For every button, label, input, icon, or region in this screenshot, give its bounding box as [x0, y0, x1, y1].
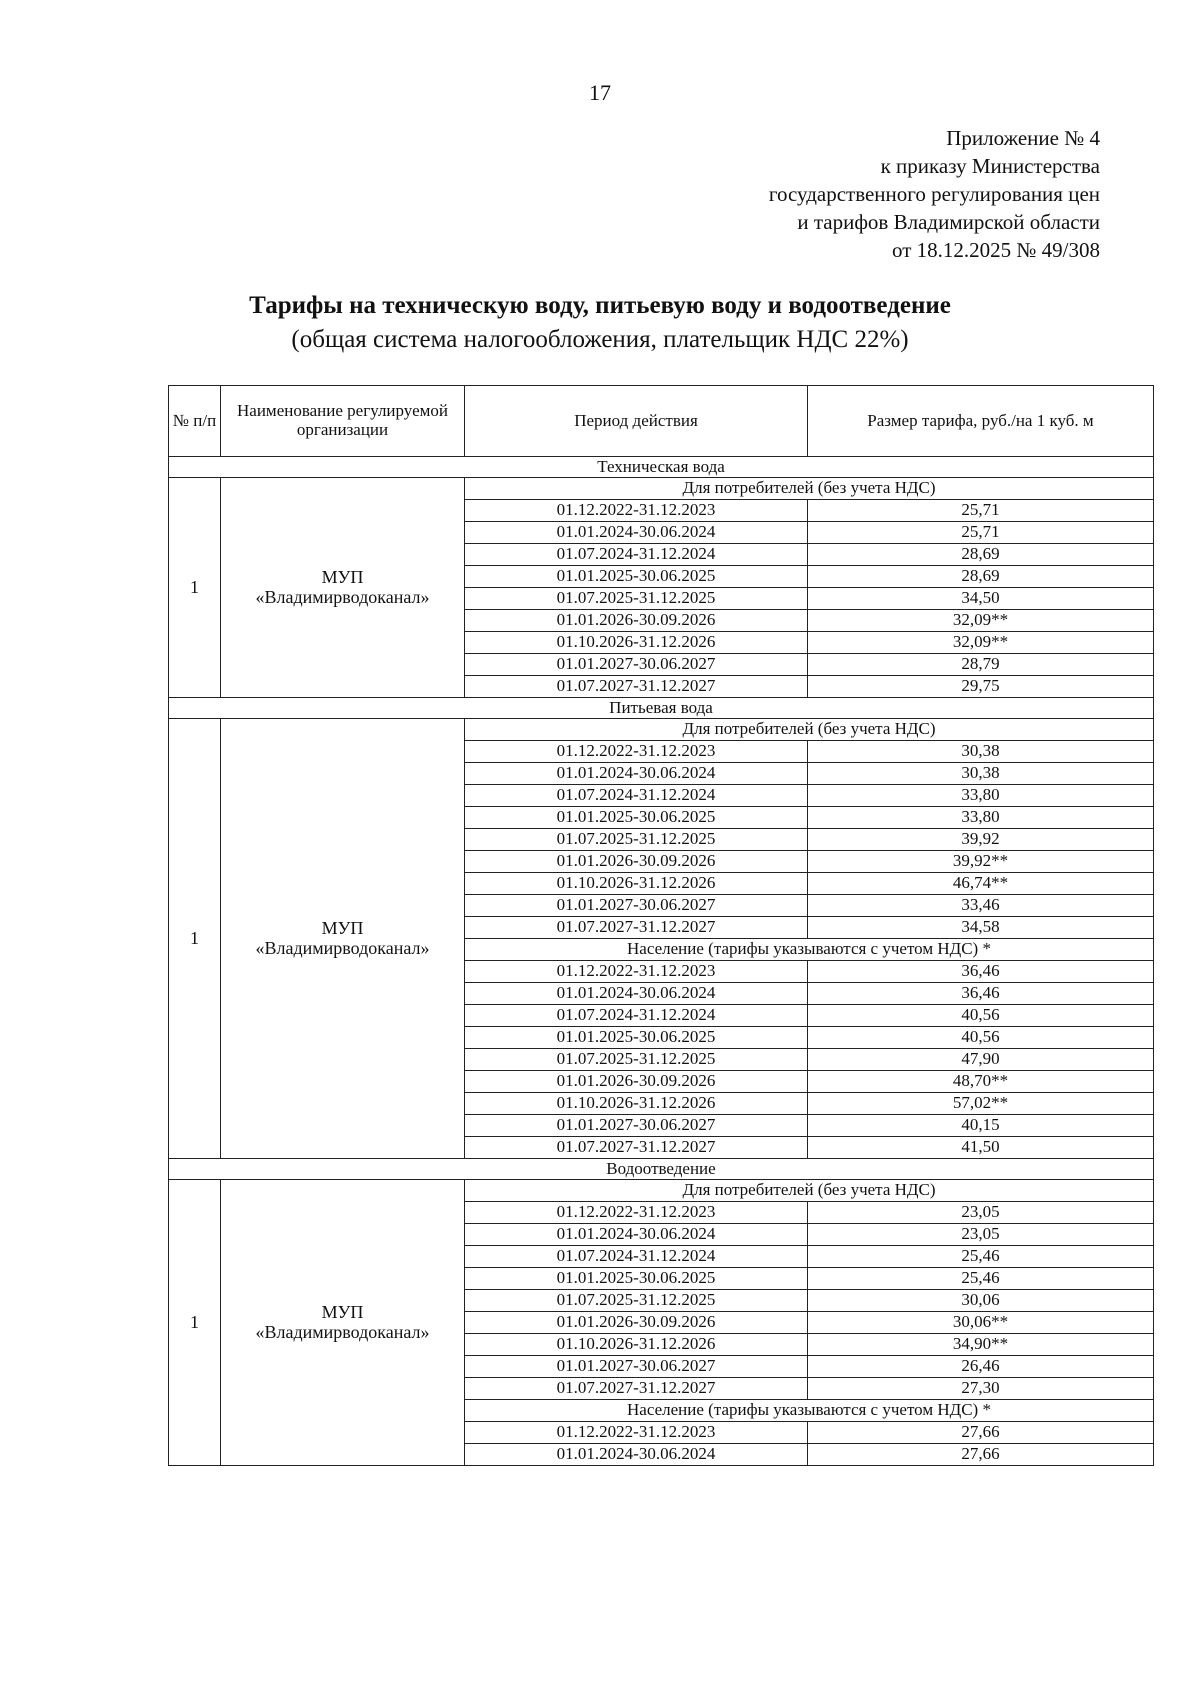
period-cell: 01.01.2027-30.06.2027 — [465, 1115, 808, 1137]
row-number: 1 — [169, 1180, 221, 1466]
organization-cell — [221, 1180, 465, 1466]
section-row — [169, 457, 1154, 478]
tariff-value-cell: 47,90 — [808, 1049, 1154, 1071]
period-cell: 01.07.2025-31.12.2025 — [465, 588, 808, 610]
period-cell: 01.10.2026-31.12.2026 — [465, 1093, 808, 1115]
section-title: Питьевая вода — [169, 698, 1154, 719]
period-cell: 01.07.2027-31.12.2027 — [465, 1137, 808, 1159]
section-title: Техническая вода — [169, 457, 1154, 478]
tariff-value-cell: 30,06 — [808, 1290, 1154, 1312]
period-cell: 01.01.2024-30.06.2024 — [465, 763, 808, 785]
period-cell: 01.01.2027-30.06.2027 — [465, 654, 808, 676]
appendix-line: государственного регулирования цен — [768, 182, 1100, 206]
period-cell: 01.01.2025-30.06.2025 — [465, 1027, 808, 1049]
tariff-value-cell: 33,80 — [808, 785, 1154, 807]
tariff-value-cell: 29,75 — [808, 676, 1154, 698]
tariff-value-cell: 25,71 — [808, 522, 1154, 544]
period-cell: 01.01.2025-30.06.2025 — [465, 807, 808, 829]
table-header-row — [169, 386, 1154, 457]
tariff-value-cell: 32,09** — [808, 610, 1154, 632]
period-cell: 01.01.2024-30.06.2024 — [465, 983, 808, 1005]
tariff-value-cell: 34,50 — [808, 588, 1154, 610]
tariff-value-cell: 30,06** — [808, 1312, 1154, 1334]
period-cell: 01.01.2026-30.09.2026 — [465, 610, 808, 632]
tariff-value-cell: 25,46 — [808, 1268, 1154, 1290]
header-period: Период действия — [465, 386, 808, 457]
period-cell: 01.07.2025-31.12.2025 — [465, 829, 808, 851]
page-number: 17 — [589, 80, 611, 105]
consumer-group-label: Население (тарифы указываются с учетом НДС) * — [465, 1400, 1154, 1422]
period-cell: 01.07.2025-31.12.2025 — [465, 1290, 808, 1312]
tariff-value-cell: 26,46 — [808, 1356, 1154, 1378]
tariff-value-cell: 36,46 — [808, 983, 1154, 1005]
period-cell: 01.10.2026-31.12.2026 — [465, 632, 808, 654]
tariff-value-cell: 33,80 — [808, 807, 1154, 829]
tariff-value-cell: 23,05 — [808, 1224, 1154, 1246]
period-cell: 01.07.2024-31.12.2024 — [465, 785, 808, 807]
header-organization: Наименование регулируемой организации — [221, 386, 465, 457]
organization-name-line: «Владимирводоканал» — [255, 937, 430, 958]
organization-name-line: «Владимирводоканал» — [255, 586, 430, 607]
tariff-value-cell: 41,50 — [808, 1137, 1154, 1159]
period-cell: 01.12.2022-31.12.2023 — [465, 741, 808, 763]
group-row — [169, 1180, 1154, 1202]
tariff-value-cell: 32,09** — [808, 632, 1154, 654]
period-cell: 01.01.2024-30.06.2024 — [465, 1224, 808, 1246]
row-number: 1 — [169, 478, 221, 698]
tariff-value-cell: 40,56 — [808, 1005, 1154, 1027]
organization-name-line: МУП — [321, 917, 364, 938]
period-cell: 01.01.2026-30.09.2026 — [465, 851, 808, 873]
period-cell: 01.07.2025-31.12.2025 — [465, 1049, 808, 1071]
tariff-value-cell: 28,69 — [808, 544, 1154, 566]
period-cell: 01.01.2025-30.06.2025 — [465, 566, 808, 588]
period-cell: 01.01.2026-30.09.2026 — [465, 1071, 808, 1093]
period-cell: 01.12.2022-31.12.2023 — [465, 1422, 808, 1444]
header-tariff: Размер тарифа, руб./на 1 куб. м — [808, 386, 1154, 457]
period-cell: 01.07.2027-31.12.2027 — [465, 917, 808, 939]
tariff-value-cell: 40,56 — [808, 1027, 1154, 1049]
tariff-value-cell: 34,90** — [808, 1334, 1154, 1356]
period-cell: 01.07.2027-31.12.2027 — [465, 676, 808, 698]
appendix-reference — [540, 124, 1100, 264]
organization-name-line: «Владимирводоканал» — [255, 1321, 430, 1342]
tariff-value-cell: 48,70** — [808, 1071, 1154, 1093]
period-cell: 01.01.2027-30.06.2027 — [465, 1356, 808, 1378]
section-title: Водоотведение — [169, 1159, 1154, 1180]
tariff-table — [168, 385, 1154, 1466]
group-row — [169, 719, 1154, 741]
appendix-line: к приказу Министерства — [880, 154, 1100, 178]
tariff-value-cell: 27,66 — [808, 1444, 1154, 1466]
period-cell: 01.07.2024-31.12.2024 — [465, 1005, 808, 1027]
period-cell: 01.10.2026-31.12.2026 — [465, 1334, 808, 1356]
tariff-value-cell: 23,05 — [808, 1202, 1154, 1224]
period-cell: 01.07.2027-31.12.2027 — [465, 1378, 808, 1400]
tariff-value-cell: 34,58 — [808, 917, 1154, 939]
organization-name-line: МУП — [321, 566, 364, 587]
header-num: № п/п — [169, 386, 221, 457]
tariff-value-cell: 57,02** — [808, 1093, 1154, 1115]
tariff-value-cell: 33,46 — [808, 895, 1154, 917]
organization-cell — [221, 478, 465, 698]
group-row — [169, 478, 1154, 500]
tariff-value-cell: 46,74** — [808, 873, 1154, 895]
organization-cell — [221, 719, 465, 1159]
period-cell: 01.01.2025-30.06.2025 — [465, 1268, 808, 1290]
tariff-value-cell: 28,69 — [808, 566, 1154, 588]
organization-name-line: МУП — [321, 1301, 364, 1322]
tariff-value-cell: 39,92 — [808, 829, 1154, 851]
period-cell: 01.01.2026-30.09.2026 — [465, 1312, 808, 1334]
document-subtitle: (общая система налогообложения, плательщик НДС 22%) — [291, 326, 909, 353]
consumer-group-label: Для потребителей (без учета НДС) — [465, 1180, 1154, 1202]
appendix-line: и тарифов Владимирской области — [797, 210, 1100, 234]
consumer-group-label: Для потребителей (без учета НДС) — [465, 478, 1154, 500]
period-cell: 01.07.2024-31.12.2024 — [465, 1246, 808, 1268]
tariff-value-cell: 30,38 — [808, 741, 1154, 763]
row-number: 1 — [169, 719, 221, 1159]
tariff-value-cell: 27,30 — [808, 1378, 1154, 1400]
consumer-group-label: Население (тарифы указываются с учетом НДС) * — [465, 939, 1154, 961]
tariff-value-cell: 25,71 — [808, 500, 1154, 522]
tariff-value-cell: 40,15 — [808, 1115, 1154, 1137]
period-cell: 01.07.2024-31.12.2024 — [465, 544, 808, 566]
period-cell: 01.01.2027-30.06.2027 — [465, 895, 808, 917]
period-cell: 01.10.2026-31.12.2026 — [465, 873, 808, 895]
section-row — [169, 698, 1154, 719]
tariff-value-cell: 39,92** — [808, 851, 1154, 873]
tariff-value-cell: 25,46 — [808, 1246, 1154, 1268]
period-cell: 01.12.2022-31.12.2023 — [465, 961, 808, 983]
document-title: Тарифы на техническую воду, питьевую воду и водоотведение — [249, 292, 951, 319]
consumer-group-label: Для потребителей (без учета НДС) — [465, 719, 1154, 741]
period-cell: 01.12.2022-31.12.2023 — [465, 1202, 808, 1224]
tariff-value-cell: 28,79 — [808, 654, 1154, 676]
section-row — [169, 1159, 1154, 1180]
tariff-value-cell: 30,38 — [808, 763, 1154, 785]
appendix-line: Приложение № 4 — [946, 126, 1100, 150]
period-cell: 01.01.2024-30.06.2024 — [465, 1444, 808, 1466]
table-body — [169, 457, 1154, 1466]
tariff-value-cell: 36,46 — [808, 961, 1154, 983]
period-cell: 01.01.2024-30.06.2024 — [465, 522, 808, 544]
period-cell: 01.12.2022-31.12.2023 — [465, 500, 808, 522]
tariff-value-cell: 27,66 — [808, 1422, 1154, 1444]
appendix-line: от 18.12.2025 № 49/308 — [891, 238, 1100, 262]
